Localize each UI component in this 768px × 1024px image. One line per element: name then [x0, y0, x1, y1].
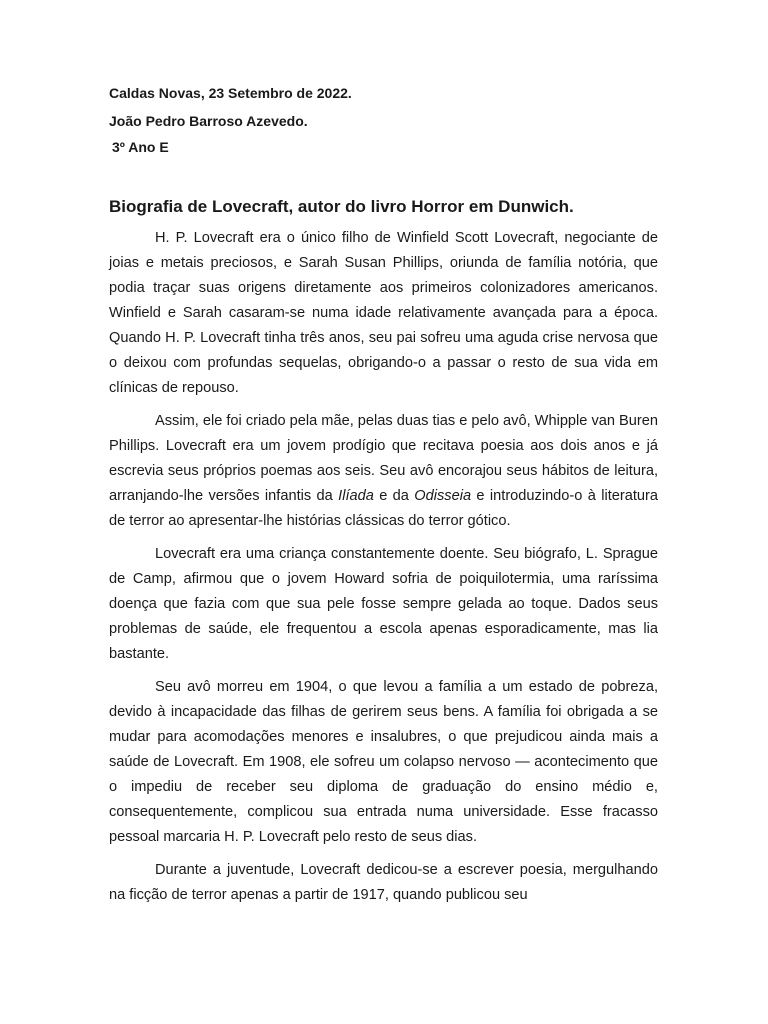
paragraph-2-text-6: .: [506, 513, 511, 529]
paragraph-5: Durante a juventude, Lovecraft dedicou-se a escrever poesia, mergulhando na ficção de terror apenas a partir de 1917, quando publicou seu: [109, 862, 658, 903]
author-name-line: João Pedro Barroso Azevedo.: [109, 113, 308, 129]
paragraph-2-text-1: Assim, ele foi criado pela mãe, pelas duas tias e pelo avô, Whipple van Buren Phillips. Lovecraft era um jovem prodígio que recitava: [109, 413, 658, 454]
paragraph-2: [109, 409, 658, 534]
paragraph-3-text-2: , afirmou que o jovem Howard sofria de: [171, 571, 460, 587]
paragraph-2-text-3: aos seis. Seu avô encorajou seus hábitos de leitura, arranjando-lhe versões infantis da: [109, 463, 659, 504]
paragraph-2-text-5: e introduzindo-o à literatura de terror ao apresentar-lhe histórias clássicas do: [109, 488, 659, 529]
document-body: [109, 226, 658, 908]
link-poemas[interactable]: poemas: [260, 463, 313, 479]
paragraph-4: Seu avô morreu em 1904, o que levou a família a um estado de pobreza, devido à incapacidade das filhas de gerirem seus bens. A família foi obrigada a se mudar para acomodações menores e insalubres, o que prejudicou ainda mais a saúde de Lovecraft. Em 1908, ele sofreu um colapso nervoso — acontecimento que o impediu de receber seu diploma de graduação do ensino médio e, consequentemente, complicou sua entrada numa universidade. Esse fracasso pessoal marcaria H. P. Lovecraft pelo resto de seus dias.: [109, 679, 658, 845]
link-sprague-de-camp[interactable]: L. Sprague de Camp: [109, 546, 658, 587]
paragraph-3-text-3: , uma raríssima doença que fazia com que sua pele fosse sempre gelada ao toque. Dados seus problemas de saúde, ele frequentou a escola apenas esporadicamente, mas lia bastante.: [109, 571, 659, 662]
link-odisseia[interactable]: Odisseia: [414, 488, 472, 504]
paragraph-2-text-4: e da: [373, 488, 415, 504]
link-poesia[interactable]: poesia: [480, 438, 524, 454]
link-iliada[interactable]: Ilíada: [338, 488, 374, 504]
document-title: Biografia de Lovecraft, autor do livro Horror em Dunwich.: [109, 197, 574, 216]
paragraph-1: H. P. Lovecraft era o único filho de Winfield Scott Lovecraft, negociante de joias e metais preciosos, e Sarah Susan Phillips, oriunda de família notória, que podia traçar suas origens diretamente aos primeiros colonizadores americanos. Winfield e Sarah casaram-se numa idade relativamente avançada para a época. Quando H. P. Lovecraft tinha três anos, seu pai sofreu uma aguda crise nervosa que o deixou com profundas sequelas, obrigando-o a passar o resto de sua vida em clínicas de repouso.: [109, 230, 658, 396]
paragraph-3: [109, 542, 658, 667]
class-line: 3º Ano E: [112, 139, 169, 155]
paragraph-3-text-1: Lovecraft era uma criança constantemente doente. Seu biógrafo,: [155, 546, 586, 562]
link-poiquilotermia[interactable]: poiquilotermia: [459, 571, 551, 587]
place-date-line: Caldas Novas, 23 Setembro de 2022.: [109, 85, 352, 101]
paragraph-2-text-2: aos dois anos e já escrevia seus próprios: [109, 438, 658, 479]
link-terror-gotico[interactable]: terror gótico: [428, 513, 507, 529]
